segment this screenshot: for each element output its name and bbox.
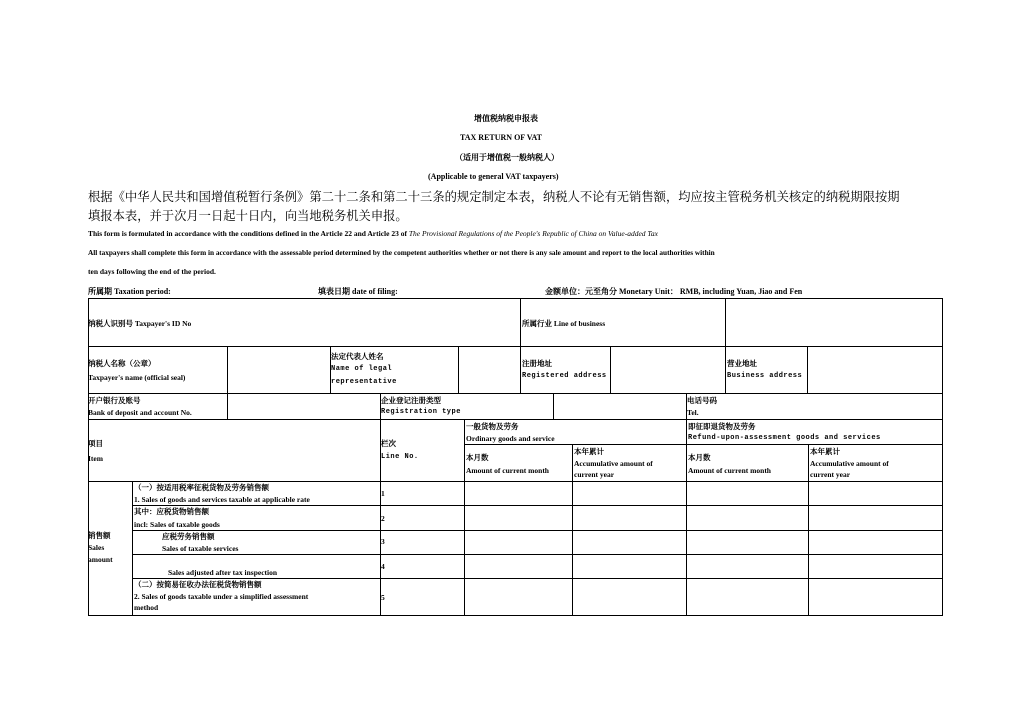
line-no-cn: 栏次 bbox=[381, 439, 396, 448]
row2-line: 2 bbox=[381, 514, 385, 523]
ordinary-accum-en1: Accumulative amount of bbox=[574, 459, 653, 468]
registered-address-en: Registered address bbox=[522, 372, 607, 380]
sales-amount-en2: amount bbox=[88, 555, 113, 564]
intro-en-line2: All taxpayers shall complete this form in accordance with the assessable period determined by the competent authorities whether or not there is any sale amount and report to the local authorities within bbox=[88, 248, 715, 257]
form-rule bbox=[88, 615, 943, 616]
form-rule bbox=[553, 393, 554, 419]
applicable-cn: （适用于增值税一般纳税人） bbox=[455, 153, 559, 162]
tel-cn: 电话号码 bbox=[687, 396, 717, 405]
form-title-en: TAX RETURN OF VAT bbox=[460, 133, 543, 142]
ordinary-accum-en2: current year bbox=[574, 470, 615, 479]
form-rule bbox=[520, 298, 521, 346]
row3-cn: 应税劳务销售额 bbox=[162, 532, 215, 541]
form-rule bbox=[132, 505, 943, 506]
monetary-unit-label: 金额单位：元至角分 Monetary Unit： RMB, including Yuan, Jiao and Fen bbox=[545, 287, 803, 296]
ordinary-goods-cn: 一般货物及劳务 bbox=[466, 422, 519, 431]
bank-cn: 开户银行及账号 bbox=[88, 396, 141, 405]
form-rule bbox=[458, 346, 459, 393]
ordinary-current-month-en: Amount of current month bbox=[466, 466, 549, 475]
date-of-filing-label: 填表日期 date of filing: bbox=[318, 287, 398, 296]
bank-en: Bank of deposit and account No. bbox=[88, 408, 192, 417]
row5-line: 5 bbox=[381, 593, 385, 602]
registration-type-cn: 企业登记注册类型 bbox=[381, 396, 441, 405]
refund-goods-cn: 即征即退货物及劳务 bbox=[688, 422, 756, 431]
business-address-en: Business address bbox=[727, 372, 803, 380]
tel-en: Tel. bbox=[687, 408, 699, 417]
refund-goods-en: Refund-upon-assessment goods and services bbox=[688, 434, 881, 442]
row4-en: Sales adjusted after tax inspection bbox=[168, 568, 278, 577]
form-rule bbox=[88, 393, 943, 394]
form-rule bbox=[88, 298, 943, 299]
row1-cn: （一）按适用税率征税货物及劳务销售额 bbox=[134, 483, 269, 492]
refund-accum-cn: 本年累计 bbox=[810, 447, 840, 456]
sales-amount-en1: Sales bbox=[88, 543, 105, 552]
refund-accum-en1: Accumulative amount of bbox=[810, 459, 889, 468]
line-of-business-label bbox=[522, 318, 605, 329]
form-rule bbox=[572, 444, 573, 615]
item-en: Item bbox=[88, 454, 103, 463]
legal-rep-en1: Name of legal bbox=[331, 365, 393, 373]
form-rule bbox=[88, 346, 943, 347]
ordinary-accum-cn: 本年累计 bbox=[574, 447, 604, 456]
refund-accum-en2: current year bbox=[810, 470, 851, 479]
legal-rep-en2: representative bbox=[331, 378, 397, 386]
form-rule bbox=[520, 346, 521, 393]
taxpayer-id-label: 纳税人识别号 Taxpayer's ID No bbox=[88, 319, 192, 328]
row1-en: 1. Sales of goods and services taxable at applicable rate bbox=[134, 495, 310, 504]
form-rule bbox=[808, 444, 809, 615]
ordinary-goods-en: Ordinary goods and service bbox=[466, 434, 555, 443]
ordinary-current-month-cn: 本月数 bbox=[466, 453, 489, 462]
vat-return-form bbox=[88, 298, 943, 616]
sales-amount-cn: 销售额 bbox=[88, 531, 111, 540]
line-of-business-text: 所属行业 Line of business bbox=[522, 319, 606, 328]
legal-rep-cn: 法定代表人姓名 bbox=[331, 352, 384, 361]
form-rule bbox=[227, 346, 228, 393]
row1-line: 1 bbox=[381, 489, 385, 498]
row2-cn: 其中：应税货物销售额 bbox=[134, 507, 209, 516]
form-title-cn: 增值税纳税申报表 bbox=[474, 114, 538, 123]
form-rule bbox=[807, 346, 808, 393]
form-rule bbox=[942, 298, 943, 616]
intro-en-line3: ten days following the end of the period. bbox=[88, 267, 216, 276]
form-rule bbox=[686, 419, 687, 615]
form-rule bbox=[465, 444, 943, 445]
intro-en-line1-text: This form is formulated in accordance with the conditions defined in the Article 22 and Article 23 of bbox=[88, 229, 409, 238]
business-address-cn: 营业地址 bbox=[727, 359, 757, 368]
form-rule bbox=[132, 481, 133, 615]
form-rule bbox=[227, 393, 228, 419]
row3-en: Sales of taxable services bbox=[162, 544, 239, 553]
form-rule bbox=[88, 419, 943, 420]
intro-cn-line1: 根据《中华人民共和国增值税暂行条例》第二十二条和第二十三条的规定制定本表，纳税人不论有无销售额，均应按主管税务机关核定的纳税期限按期 bbox=[88, 190, 900, 204]
form-rule bbox=[132, 530, 943, 531]
intro-cn-line2: 填报本表，并于次月一日起十日内，向当地税务机关申报。 bbox=[88, 209, 408, 223]
taxpayer-name-cn: 纳税人名称（公章） bbox=[88, 359, 156, 368]
taxation-period-label: 所属期 Taxation period: bbox=[88, 287, 171, 296]
row4-line: 4 bbox=[381, 562, 385, 571]
row3-line: 3 bbox=[381, 537, 385, 546]
row5-en: 2. Sales of goods taxable under a simplified assessment bbox=[134, 592, 309, 601]
registered-address-cn: 注册地址 bbox=[522, 359, 552, 368]
row2-en: incl: Sales of taxable goods bbox=[134, 520, 220, 529]
form-rule bbox=[464, 419, 465, 615]
row5-en2: method bbox=[134, 603, 159, 612]
item-cn: 项目 bbox=[88, 439, 103, 448]
registration-type-en: Registration type bbox=[381, 408, 461, 416]
form-rule bbox=[725, 298, 726, 346]
line-no-en: Line No. bbox=[381, 453, 419, 461]
intro-en-regulation-title: The Provisional Regulations of the People's Republic of China on Value-added Tax bbox=[408, 229, 658, 238]
row5-cn: （二）按简易征收办法征税货物销售额 bbox=[134, 580, 262, 589]
refund-current-month-cn: 本月数 bbox=[688, 453, 711, 462]
applicable-en: (Applicable to general VAT taxpayers) bbox=[428, 172, 559, 181]
form-rule bbox=[132, 554, 943, 555]
taxpayer-name-en: Taxpayer's name (official seal) bbox=[88, 373, 186, 382]
form-rule bbox=[725, 346, 726, 393]
form-rule bbox=[610, 346, 611, 393]
refund-current-month-en: Amount of current month bbox=[688, 466, 771, 475]
intro-en-line1 bbox=[88, 229, 658, 238]
